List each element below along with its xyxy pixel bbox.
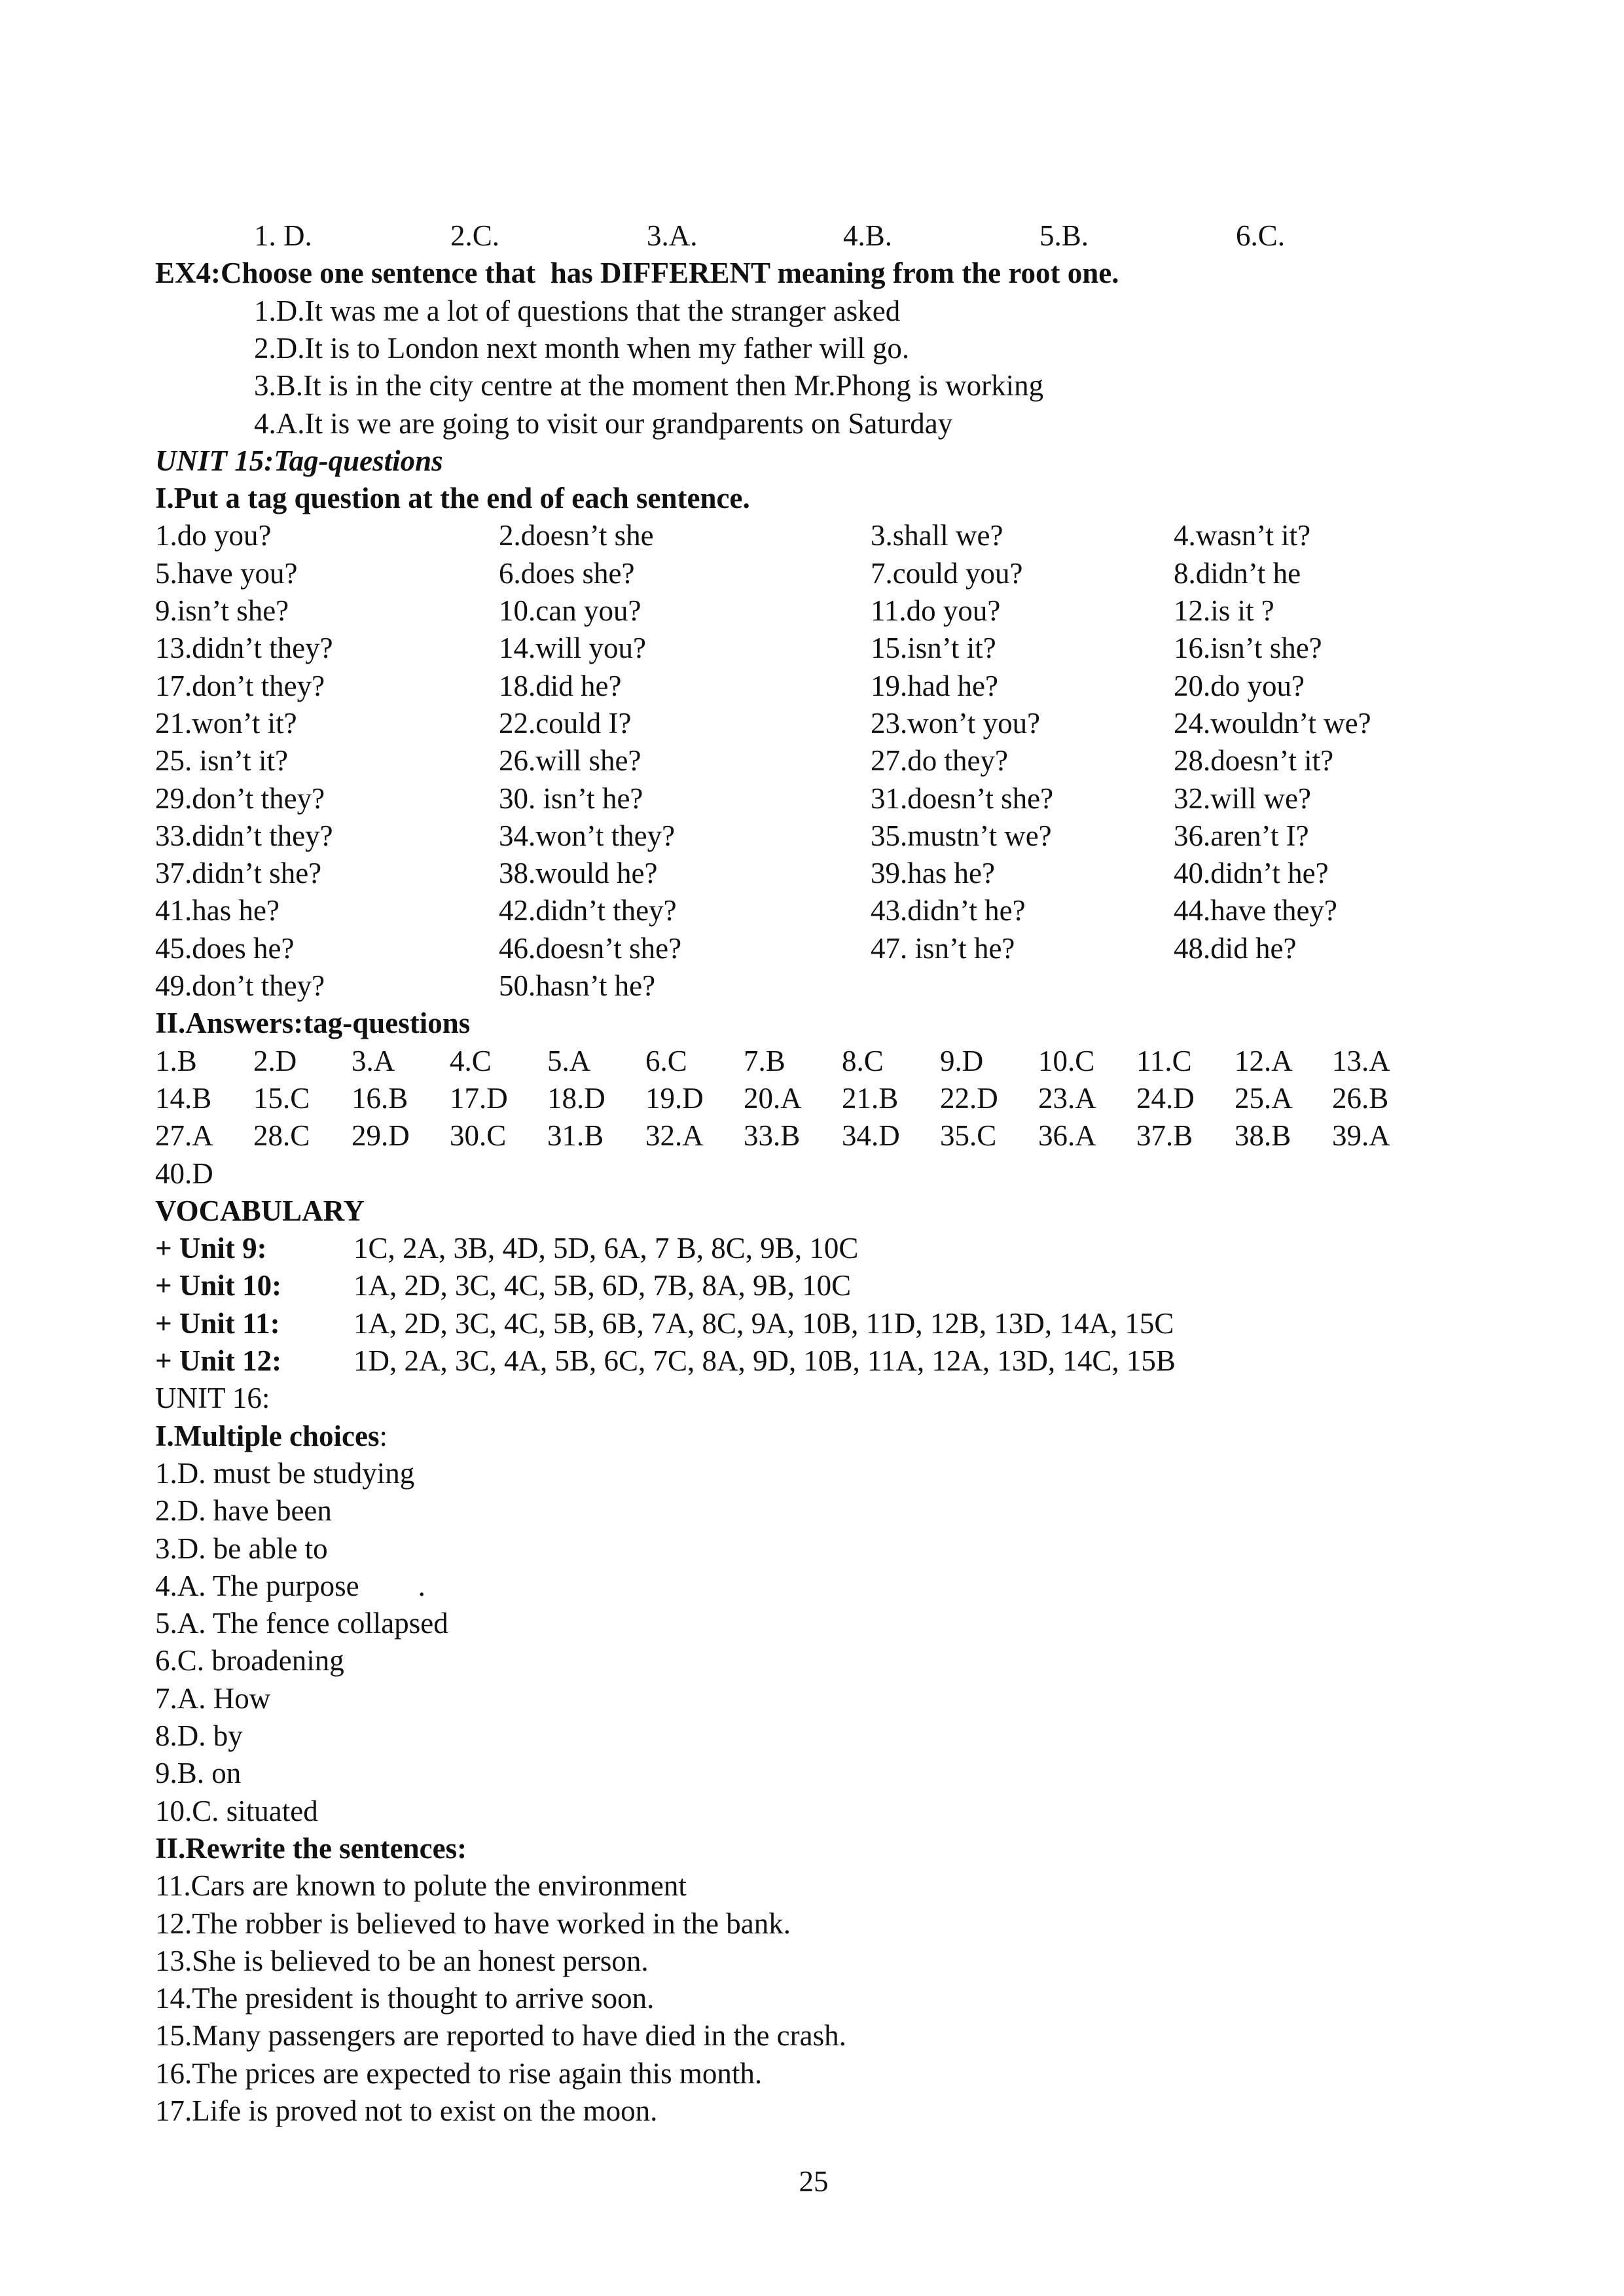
answer-key-item: 1.B — [155, 1045, 197, 1077]
answer-key-item: 28.C — [253, 1119, 310, 1152]
answer-key-item: 19.D — [645, 1082, 704, 1115]
tag-question-answer: 10.can you? — [499, 594, 641, 627]
unit15-section2-heading: II.Answers:tag-questions — [155, 1007, 471, 1039]
answer-key-item: 5.A — [547, 1045, 591, 1077]
ex3-answer: 6.C. — [1236, 219, 1286, 252]
tag-question-answer: 24.wouldn’t we? — [1174, 707, 1371, 740]
answer-key-item: 31.B — [547, 1119, 604, 1152]
answer-key-item: 15.C — [253, 1082, 310, 1115]
tag-question-answer: 45.does he? — [155, 932, 295, 965]
tag-question-answer: 44.have they? — [1174, 894, 1337, 927]
vocabulary-unit-answers: 1A, 2D, 3C, 4C, 5B, 6D, 7B, 8A, 9B, 10C — [353, 1269, 852, 1302]
rewrite-answer: 13.She is believed to be an honest person. — [155, 1945, 649, 1977]
tag-question-answer: 9.isn’t she? — [155, 594, 289, 627]
tag-question-answer: 49.don’t they? — [155, 969, 325, 1002]
ex4-heading: EX4:Choose one sentence that has DIFFERENT meaning from the root one. — [155, 257, 1119, 289]
answer-key-item: 35.C — [940, 1119, 997, 1152]
tag-question-answer: 46.doesn’t she? — [499, 932, 682, 965]
vocabulary-unit-label: + Unit 12: — [155, 1344, 282, 1377]
multiple-choice-answer: 2.D. have been — [155, 1494, 332, 1527]
rewrite-answer: 16.The prices are expected to rise again this month. — [155, 2057, 763, 2090]
answer-key-item: 18.D — [547, 1082, 605, 1115]
unit16-title: UNIT 16: — [155, 1382, 270, 1414]
answer-key-item: 17.D — [450, 1082, 508, 1115]
answer-key-item: 11.C — [1136, 1045, 1192, 1077]
vocabulary-unit-answers: 1D, 2A, 3C, 4A, 5B, 6C, 7C, 8A, 9D, 10B, 11A, 12A, 13D, 14C, 15B — [353, 1344, 1176, 1377]
tag-question-answer: 33.didn’t they? — [155, 819, 333, 852]
tag-question-answer: 39.has he? — [871, 857, 995, 889]
tag-question-answer: 31.doesn’t she? — [871, 782, 1054, 815]
rewrite-answer: 11.Cars are known to polute the environment — [155, 1869, 687, 1902]
multiple-choice-answer: 7.A. How — [155, 1682, 271, 1715]
answer-key-item: 24.D — [1136, 1082, 1195, 1115]
tag-question-answer: 18.did he? — [499, 670, 622, 702]
answer-key-item: 2.D — [253, 1045, 297, 1077]
tag-question-answer: 26.will she? — [499, 744, 641, 777]
ex4-item: 1.D.It was me a lot of questions that the stranger asked — [254, 295, 901, 327]
answer-key-item: 29.D — [352, 1119, 410, 1152]
tag-question-answer: 47. isn’t he? — [871, 932, 1015, 965]
ex3-answer: 5.B. — [1039, 219, 1089, 252]
answer-key-item: 4.C — [450, 1045, 492, 1077]
answer-key-item: 38.B — [1235, 1119, 1291, 1152]
tag-question-answer: 6.does she? — [499, 557, 635, 590]
ex4-item: 2.D.It is to London next month when my father will go. — [254, 332, 910, 365]
tag-question-answer: 20.do you? — [1174, 670, 1305, 702]
unit16-mc-heading: I.Multiple choices: — [155, 1420, 388, 1452]
tag-question-answer: 4.wasn’t it? — [1174, 519, 1311, 552]
tag-question-answer: 23.won’t you? — [871, 707, 1041, 740]
tag-question-answer: 28.doesn’t it? — [1174, 744, 1334, 777]
tag-question-answer: 17.don’t they? — [155, 670, 325, 702]
answer-key-item: 26.B — [1332, 1082, 1389, 1115]
answer-key-item: 33.B — [744, 1119, 801, 1152]
tag-question-answer: 32.will we? — [1174, 782, 1311, 815]
vocabulary-unit-answers: 1C, 2A, 3B, 4D, 5D, 6A, 7 B, 8C, 9B, 10C — [353, 1232, 859, 1265]
tag-question-answer: 21.won’t it? — [155, 707, 297, 740]
answer-key-item: 23.A — [1038, 1082, 1096, 1115]
tag-question-answer: 37.didn’t she? — [155, 857, 322, 889]
answer-key-item: 10.C — [1038, 1045, 1095, 1077]
multiple-choice-answer: 8.D. by — [155, 1719, 243, 1752]
page-number: 25 — [799, 2165, 829, 2198]
tag-question-answer: 22.could I? — [499, 707, 632, 740]
vocabulary-unit-label: + Unit 11: — [155, 1307, 280, 1340]
multiple-choice-answer: 4.A. The purpose . — [155, 1570, 425, 1602]
tag-question-answer: 41.has he? — [155, 894, 280, 927]
answer-key-item: 25.A — [1235, 1082, 1293, 1115]
multiple-choice-answer: 5.A. The fence collapsed — [155, 1607, 448, 1640]
rewrite-answer: 14.The president is thought to arrive soon. — [155, 1982, 655, 2015]
tag-question-answer: 36.aren’t I? — [1174, 819, 1309, 852]
answer-key-item: 13.A — [1332, 1045, 1390, 1077]
tag-question-answer: 11.do you? — [871, 594, 1001, 627]
answer-key-item: 14.B — [155, 1082, 212, 1115]
tag-question-answer: 8.didn’t he — [1174, 557, 1301, 590]
ex4-item: 4.A.It is we are going to visit our grandparents on Saturday — [254, 407, 953, 440]
rewrite-answer: 15.Many passengers are reported to have died in the crash. — [155, 2019, 846, 2052]
tag-question-answer: 29.don’t they? — [155, 782, 325, 815]
multiple-choice-answer: 6.C. broadening — [155, 1644, 344, 1677]
tag-question-answer: 43.didn’t he? — [871, 894, 1026, 927]
tag-question-answer: 2.doesn’t she — [499, 519, 654, 552]
tag-question-answer: 19.had he? — [871, 670, 998, 702]
tag-question-answer: 27.do they? — [871, 744, 1008, 777]
tag-question-answer: 25. isn’t it? — [155, 744, 288, 777]
answer-key-item: 36.A — [1038, 1119, 1096, 1152]
multiple-choice-answer: 10.C. situated — [155, 1795, 318, 1827]
tag-question-answer: 34.won’t they? — [499, 819, 676, 852]
ex3-answer: 4.B. — [843, 219, 893, 252]
tag-question-answer: 5.have you? — [155, 557, 298, 590]
ex3-answer: 3.A. — [647, 219, 698, 252]
tag-question-answer: 12.is it ? — [1174, 594, 1274, 627]
tag-question-answer: 1.do you? — [155, 519, 272, 552]
ex3-answer: 2.C. — [450, 219, 500, 252]
tag-question-answer: 14.will you? — [499, 632, 646, 664]
rewrite-answer: 12.The robber is believed to have worked in the bank. — [155, 1907, 791, 1940]
answer-key-item: 9.D — [940, 1045, 984, 1077]
multiple-choice-answer: 1.D. must be studying — [155, 1457, 415, 1490]
tag-question-answer: 35.mustn’t we? — [871, 819, 1052, 852]
multiple-choice-answer: 3.D. be able to — [155, 1532, 328, 1565]
tag-question-answer: 48.did he? — [1174, 932, 1297, 965]
vocabulary-unit-answers: 1A, 2D, 3C, 4C, 5B, 6B, 7A, 8C, 9A, 10B, 11D, 12B, 13D, 14A, 15C — [353, 1307, 1174, 1340]
answer-key-item: 20.A — [744, 1082, 802, 1115]
answer-key-item: 3.A — [352, 1045, 395, 1077]
answer-key-item: 7.B — [744, 1045, 785, 1077]
unit16-rewrite-heading: II.Rewrite the sentences: — [155, 1832, 467, 1865]
vocabulary-unit-label: + Unit 10: — [155, 1269, 282, 1302]
tag-question-answer: 7.could you? — [871, 557, 1023, 590]
tag-question-answer: 13.didn’t they? — [155, 632, 333, 664]
answer-key-item: 16.B — [352, 1082, 408, 1115]
tag-question-answer: 38.would he? — [499, 857, 658, 889]
unit16-mc-heading-colon: : — [379, 1420, 388, 1452]
answer-key-item: 40.D — [155, 1157, 213, 1190]
tag-question-answer: 3.shall we? — [871, 519, 1003, 552]
tag-question-answer: 42.didn’t they? — [499, 894, 677, 927]
answer-key-item: 34.D — [842, 1119, 900, 1152]
tag-question-answer: 15.isn’t it? — [871, 632, 996, 664]
answer-key-item: 8.C — [842, 1045, 884, 1077]
answer-key-item: 39.A — [1332, 1119, 1390, 1152]
vocabulary-title: VOCABULARY — [155, 1194, 365, 1227]
answer-key-item: 12.A — [1235, 1045, 1293, 1077]
tag-question-answer: 16.isn’t she? — [1174, 632, 1322, 664]
answer-key-item: 30.C — [450, 1119, 507, 1152]
tag-question-answer: 30. isn’t he? — [499, 782, 643, 815]
answer-key-item: 21.B — [842, 1082, 899, 1115]
vocabulary-unit-label: + Unit 9: — [155, 1232, 267, 1265]
answer-key-item: 6.C — [645, 1045, 687, 1077]
answer-key-item: 27.A — [155, 1119, 213, 1152]
answer-key-item: 32.A — [645, 1119, 704, 1152]
ex4-item: 3.B.It is in the city centre at the moment then Mr.Phong is working — [254, 369, 1044, 402]
unit15-title: UNIT 15:Tag-questions — [155, 444, 443, 477]
tag-question-answer: 50.hasn’t he? — [499, 969, 656, 1002]
tag-question-answer: 40.didn’t he? — [1174, 857, 1329, 889]
multiple-choice-answer: 9.B. on — [155, 1757, 242, 1789]
ex3-answer: 1. D. — [254, 219, 312, 252]
answer-key-item: 22.D — [940, 1082, 998, 1115]
rewrite-answer: 17.Life is proved not to exist on the moon. — [155, 2094, 658, 2127]
unit15-section1-heading: I.Put a tag question at the end of each sentence. — [155, 482, 750, 514]
answer-key-item: 37.B — [1136, 1119, 1193, 1152]
